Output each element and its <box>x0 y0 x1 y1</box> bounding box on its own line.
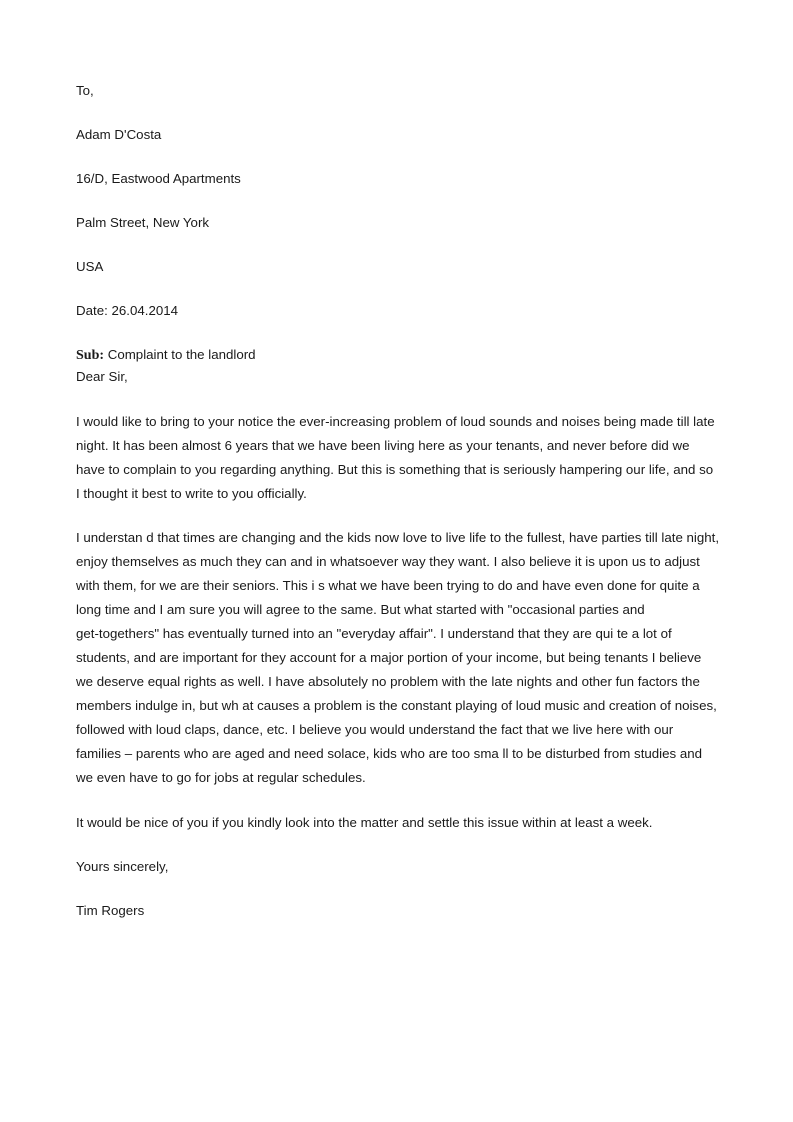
letter-date: Date: 26.04.2014 <box>76 303 179 318</box>
paragraph-2-line: students, and are important for they account for a major portion of your income, but being tenants I believe <box>76 650 702 665</box>
subject-text: Complaint to the landlord <box>104 347 256 362</box>
recipient-country: USA <box>76 259 104 274</box>
recipient-name: Adam D'Costa <box>76 127 162 142</box>
paragraph-2-line: we even have to go for jobs at regular schedules. <box>76 770 366 785</box>
paragraph-1-line: night. It has been almost 6 years that we have been living here as your tenants, and never before did we <box>76 438 690 453</box>
paragraph-1 <box>76 410 715 506</box>
paragraph-1-line: have to complain to you regarding anything. But this is something that is seriously hampering our life, and so <box>76 462 714 477</box>
paragraph-2-line: members indulge in, but wh at causes a problem is the constant playing of loud music and creation of noises, <box>76 698 717 713</box>
subject-line <box>76 347 256 364</box>
recipient-address-line1: 16/D, Eastwood Apartments <box>76 171 241 186</box>
paragraph-2-line: long time and I am sure you will agree to the same. But what started with "occasional parties and <box>76 602 645 617</box>
paragraph-1-line: I thought it best to write to you officially. <box>76 486 307 501</box>
paragraph-2-line: get-togethers" has eventually turned into an "everyday affair". I understand that they are qui te a lot of <box>76 626 672 641</box>
recipient-address-line2: Palm Street, New York <box>76 215 210 230</box>
paragraph-2 <box>76 526 719 790</box>
paragraph-2-line: I understan d that times are changing and the kids now love to live life to the fullest, have parties till late night, <box>76 530 720 545</box>
greeting: Dear Sir, <box>76 369 128 384</box>
signature-name: Tim Rogers <box>76 903 145 918</box>
paragraph-2-line: families – parents who are aged and need solace, kids who are too sma ll to be disturbed from studies and <box>76 746 703 761</box>
subject-label: Sub: <box>76 348 105 363</box>
closing: Yours sincerely, <box>76 859 169 874</box>
paragraph-2-line: enjoy themselves as much they can and in whatsoever way they want. I also believe it is upon us to adjust <box>76 554 700 569</box>
paragraph-3: It would be nice of you if you kindly look into the matter and settle this issue within at least a week. <box>76 815 653 830</box>
to-line: To, <box>76 83 94 98</box>
paragraph-2-line: followed with loud claps, dance, etc. I believe you would understand the fact that we live here with our <box>76 722 674 737</box>
paragraph-2-line: with them, for we are their seniors. This i s what we have been trying to do and have even done for quite a <box>76 578 700 593</box>
paragraph-1-line: I would like to bring to your notice the ever-increasing problem of loud sounds and noises being made till late <box>76 414 715 429</box>
paragraph-2-line: we deserve equal rights as well. I have absolutely no problem with the late nights and other fun factors the <box>76 674 700 689</box>
